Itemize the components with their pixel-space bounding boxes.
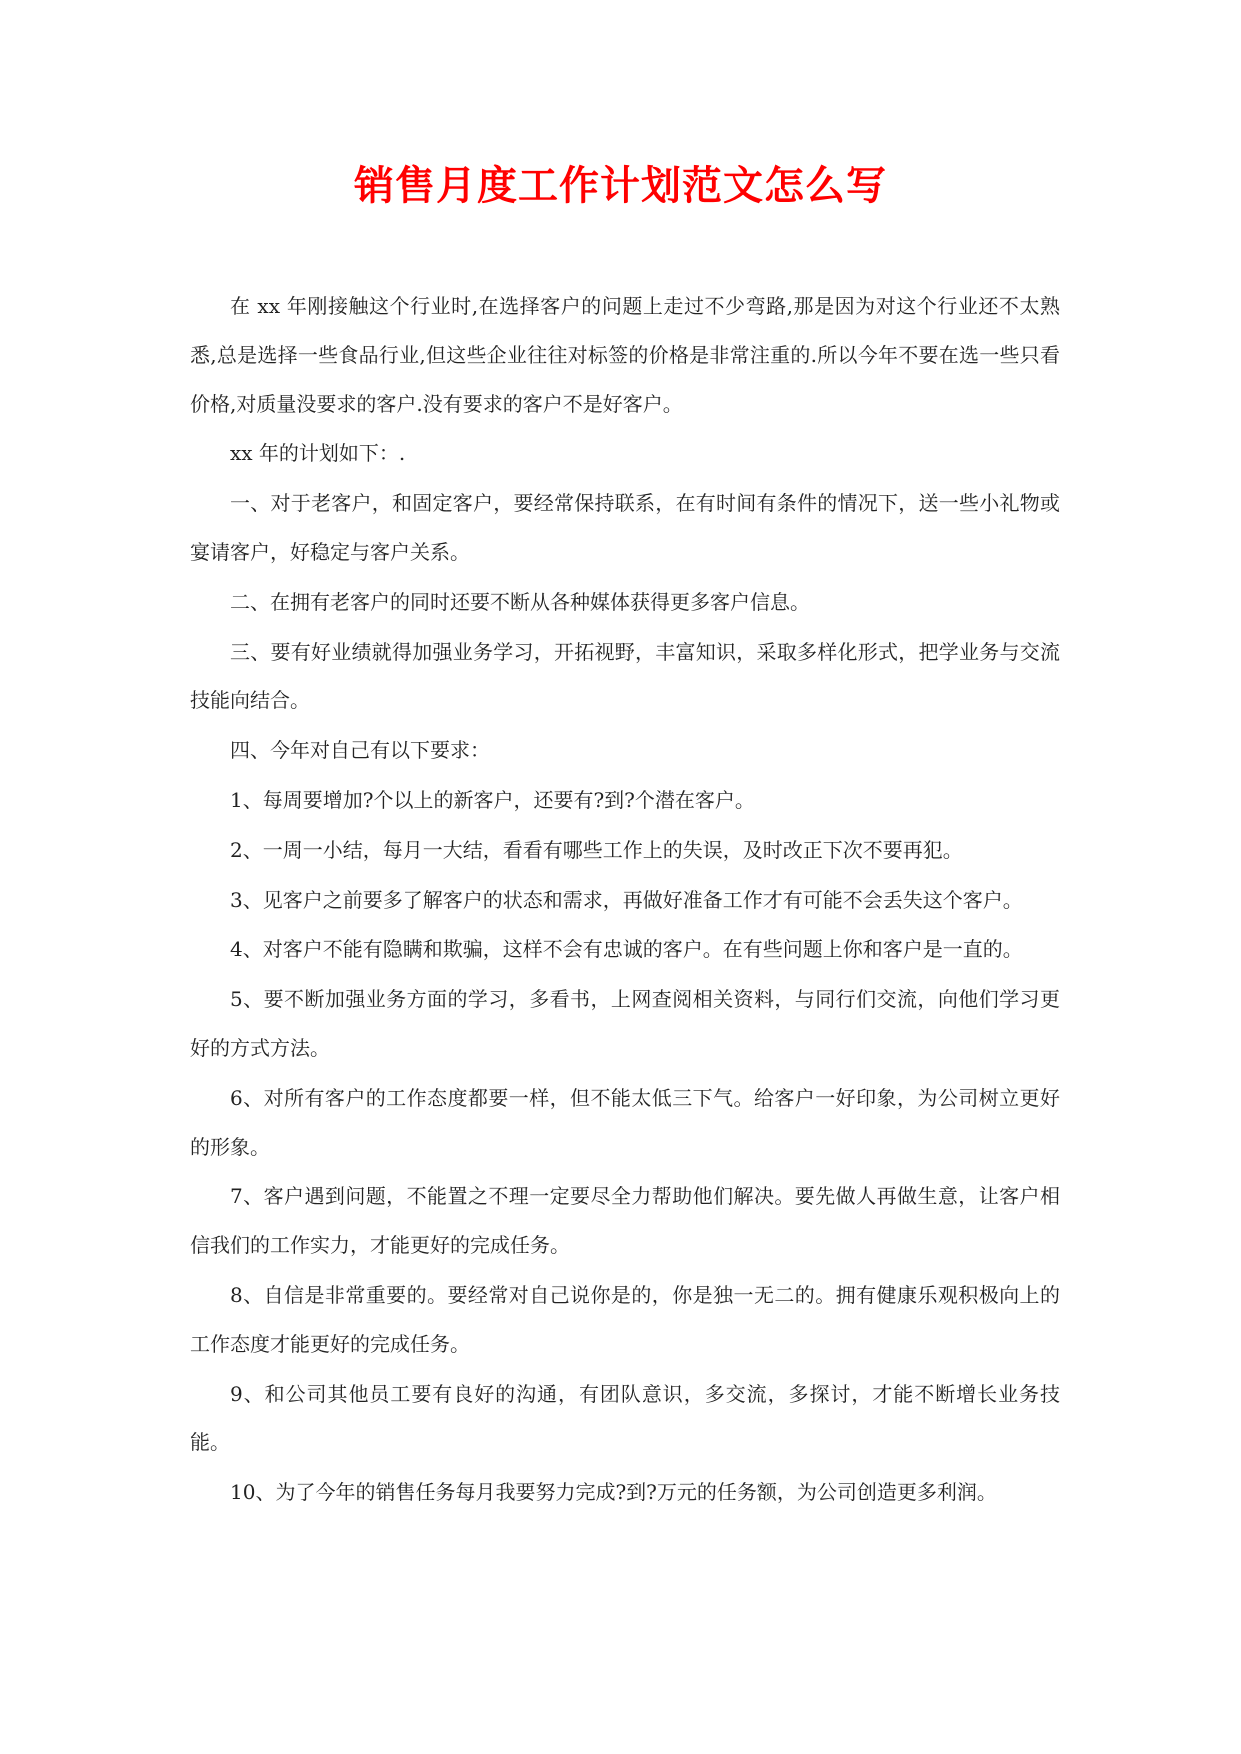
requirement-10-paragraph: 10、为了今年的销售任务每月我要努力完成?到?万元的任务额，为公司创造更多利润。 (230, 1480, 997, 1505)
plan-item-4-paragraph: 四、今年对自己有以下要求： (230, 738, 490, 763)
requirement-3-paragraph: 3、见客户之前要多了解客户的状态和需求，再做好准备工作才有可能不会丢失这个客户。 (230, 887, 1023, 912)
plan-heading-paragraph: xx 年的计划如下：. (230, 441, 406, 466)
plan-item-2-paragraph: 二、在拥有老客户的同时还要不断从各种媒体获得更多客户信息。 (230, 589, 810, 614)
document-body (190, 282, 1060, 1518)
requirement-1-paragraph: 1、每周要增加?个以上的新客户，还要有?到?个潜在客户。 (230, 787, 755, 812)
plan-item-1-paragraph: 一、对于老客户，和固定客户，要经常保持联系，在有时间有条件的情况下，送一些小礼物或宴请客户，好稳定与客户关系。 (190, 491, 1060, 564)
document-title: 销售月度工作计划范文怎么写 (354, 162, 887, 209)
requirement-7-paragraph: 7、客户遇到问题，不能置之不理一定要尽全力帮助他们解决。要先做人再做生意，让客户相信我们的工作实力，才能更好的完成任务。 (190, 1184, 1060, 1258)
requirement-9-paragraph: 9、和公司其他员工要有良好的沟通，有团队意识，多交流，多探讨，才能不断增长业务技能。 (190, 1381, 1060, 1455)
requirement-5-paragraph: 5、要不断加强业务方面的学习，多看书，上网查阅相关资料，与同行们交流，向他们学习更好的方式方法。 (190, 987, 1060, 1060)
requirement-6-paragraph: 6、对所有客户的工作态度都要一样，但不能太低三下气。给客户一好印象，为公司树立更好的形象。 (190, 1085, 1060, 1159)
intro-paragraph: 在 xx 年刚接触这个行业时,在选择客户的问题上走过不少弯路,那是因为对这个行业还不太熟悉,总是选择一些食品行业,但这些企业往往对标签的价格是非常注重的.所以今年不要在选一些只看价格,对质量没要求的客户.没有要求的客户不是好客户。 (190, 294, 1060, 416)
requirement-2-paragraph: 2、一周一小结，每月一大结，看看有哪些工作上的失误，及时改正下次不要再犯。 (230, 837, 963, 862)
requirement-4-paragraph: 4、对客户不能有隐瞒和欺骗，这样不会有忠诚的客户。在有些问题上你和客户是一直的。 (230, 937, 1023, 962)
requirement-8-paragraph: 8、自信是非常重要的。要经常对自己说你是的，你是独一无二的。拥有健康乐观积极向上的工作态度才能更好的完成任务。 (190, 1282, 1060, 1356)
plan-item-3-paragraph: 三、要有好业绩就得加强业务学习，开拓视野，丰富知识，采取多样化形式，把学业务与交流技能向结合。 (190, 639, 1060, 713)
